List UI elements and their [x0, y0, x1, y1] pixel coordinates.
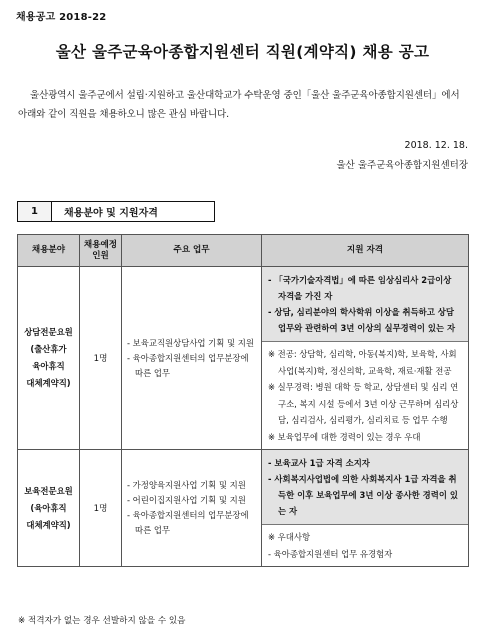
issuer-name: 울산 울주군육아종합지원센터장 [336, 160, 468, 171]
notice-number: 채용공고 2018-22 [16, 12, 107, 23]
required-item: - 상담, 심리분야의 학사학위 이상을 취득하고 상담 업무와 관련하여 3년 이상의 실무경력이 있는 자 [268, 307, 456, 333]
preferred-item: ※ 전공: 상담학, 심리학, 아동(복지)학, 보육학, 사회사업(복지)학, 정신의학, 교육학, 재료·재활 전공 [268, 349, 457, 376]
field-line: 대체계약직) [26, 519, 71, 530]
announcement-date: 2018. 12. 18. [404, 140, 468, 151]
duty-item: - 보육교직원상담사업 기획 및 지원 [127, 337, 254, 348]
preferred-item: ※ 실무경력: 병원 대학 등 학교, 상담센터 및 심리 연구소, 복지 시설 등에서 3년 이상 근무하며 심리상담, 심리검사, 심리평가, 심리치료 등 업무 수행 [268, 382, 459, 425]
required-qualifications [262, 267, 468, 342]
preferred-item: ※ 우대사항 [268, 532, 311, 542]
duty-item: - 가정양육지원사업 기획 및 지원 [127, 480, 246, 490]
section-heading [17, 201, 215, 222]
field-cell [18, 450, 80, 567]
required-item: - 「국가기술자격법」에 따른 임상심리사 2급이상 자격을 가진 자 [268, 275, 452, 301]
header-count-line: 채용예정 [83, 239, 118, 250]
table-header-row [18, 235, 469, 267]
footnote: ※ 적격자가 없는 경우 선발하지 않을 수 있음 [18, 616, 186, 626]
section-label: 채용분야 및 지원자격 [64, 208, 158, 219]
header-field: 채용분야 [18, 235, 80, 267]
recruitment-table [17, 234, 469, 567]
qualification-cell [262, 450, 469, 567]
field-line: 상담전문요원 [24, 327, 73, 337]
preferred-qualifications [262, 525, 468, 566]
field-line: 육아휴직 [32, 361, 65, 371]
header-qualification: 지원 자격 [262, 235, 469, 267]
duty-cell [122, 267, 262, 450]
header-count [80, 235, 122, 267]
field-cell [18, 267, 80, 450]
required-qualifications [262, 450, 468, 525]
preferred-qualifications [262, 342, 468, 449]
count-cell: 1명 [80, 450, 122, 567]
section-number: 1 [18, 202, 52, 221]
field-line: 보육전문요원 [24, 485, 73, 496]
duty-item: - 육아종합지원센터의 업무분장에 따른 업무 [127, 510, 249, 535]
duty-item: - 어린이집지원사업 기획 및 지원 [127, 495, 246, 505]
count-cell: 1명 [80, 267, 122, 450]
page-title: 울산 울주군육아종합지원센터 직원(계약직) 채용 공고 [55, 43, 430, 61]
required-item: - 보육교사 1급 자격 소지자 [268, 458, 370, 468]
table-row-childcare [18, 450, 469, 567]
field-line: 대체계약직) [26, 378, 71, 388]
qualification-cell [262, 267, 469, 450]
field-line: (육아휴직 [30, 502, 67, 513]
intro-paragraph: 울산광역시 울주군에서 설립·지원하고 울산대학교가 수탁운영 중인「울산 울주군육아종합지원센터」에서 아래와 같이 직원을 채용하오니 많은 관심 바랍니다. [18, 90, 460, 120]
header-count-line: 인원 [92, 250, 109, 261]
required-item: - 사회복지사업법에 의한 사회복지사 1급 자격을 취득한 이후 보육업무에 3년 이상 종사한 경력이 있는 자 [268, 474, 458, 516]
header-duty: 주요 업무 [122, 235, 262, 267]
table-row-counselor [18, 267, 469, 450]
preferred-item: ※ 보육업무에 대한 경력이 있는 경우 우대 [268, 431, 421, 442]
duty-item: - 육아종합지원센터의 업무분장에 따른 업무 [127, 352, 249, 378]
preferred-item: - 육아종합지원센터 업무 유경험자 [268, 548, 393, 559]
duty-cell [122, 450, 262, 567]
field-line: (출산휴가 [30, 344, 67, 354]
